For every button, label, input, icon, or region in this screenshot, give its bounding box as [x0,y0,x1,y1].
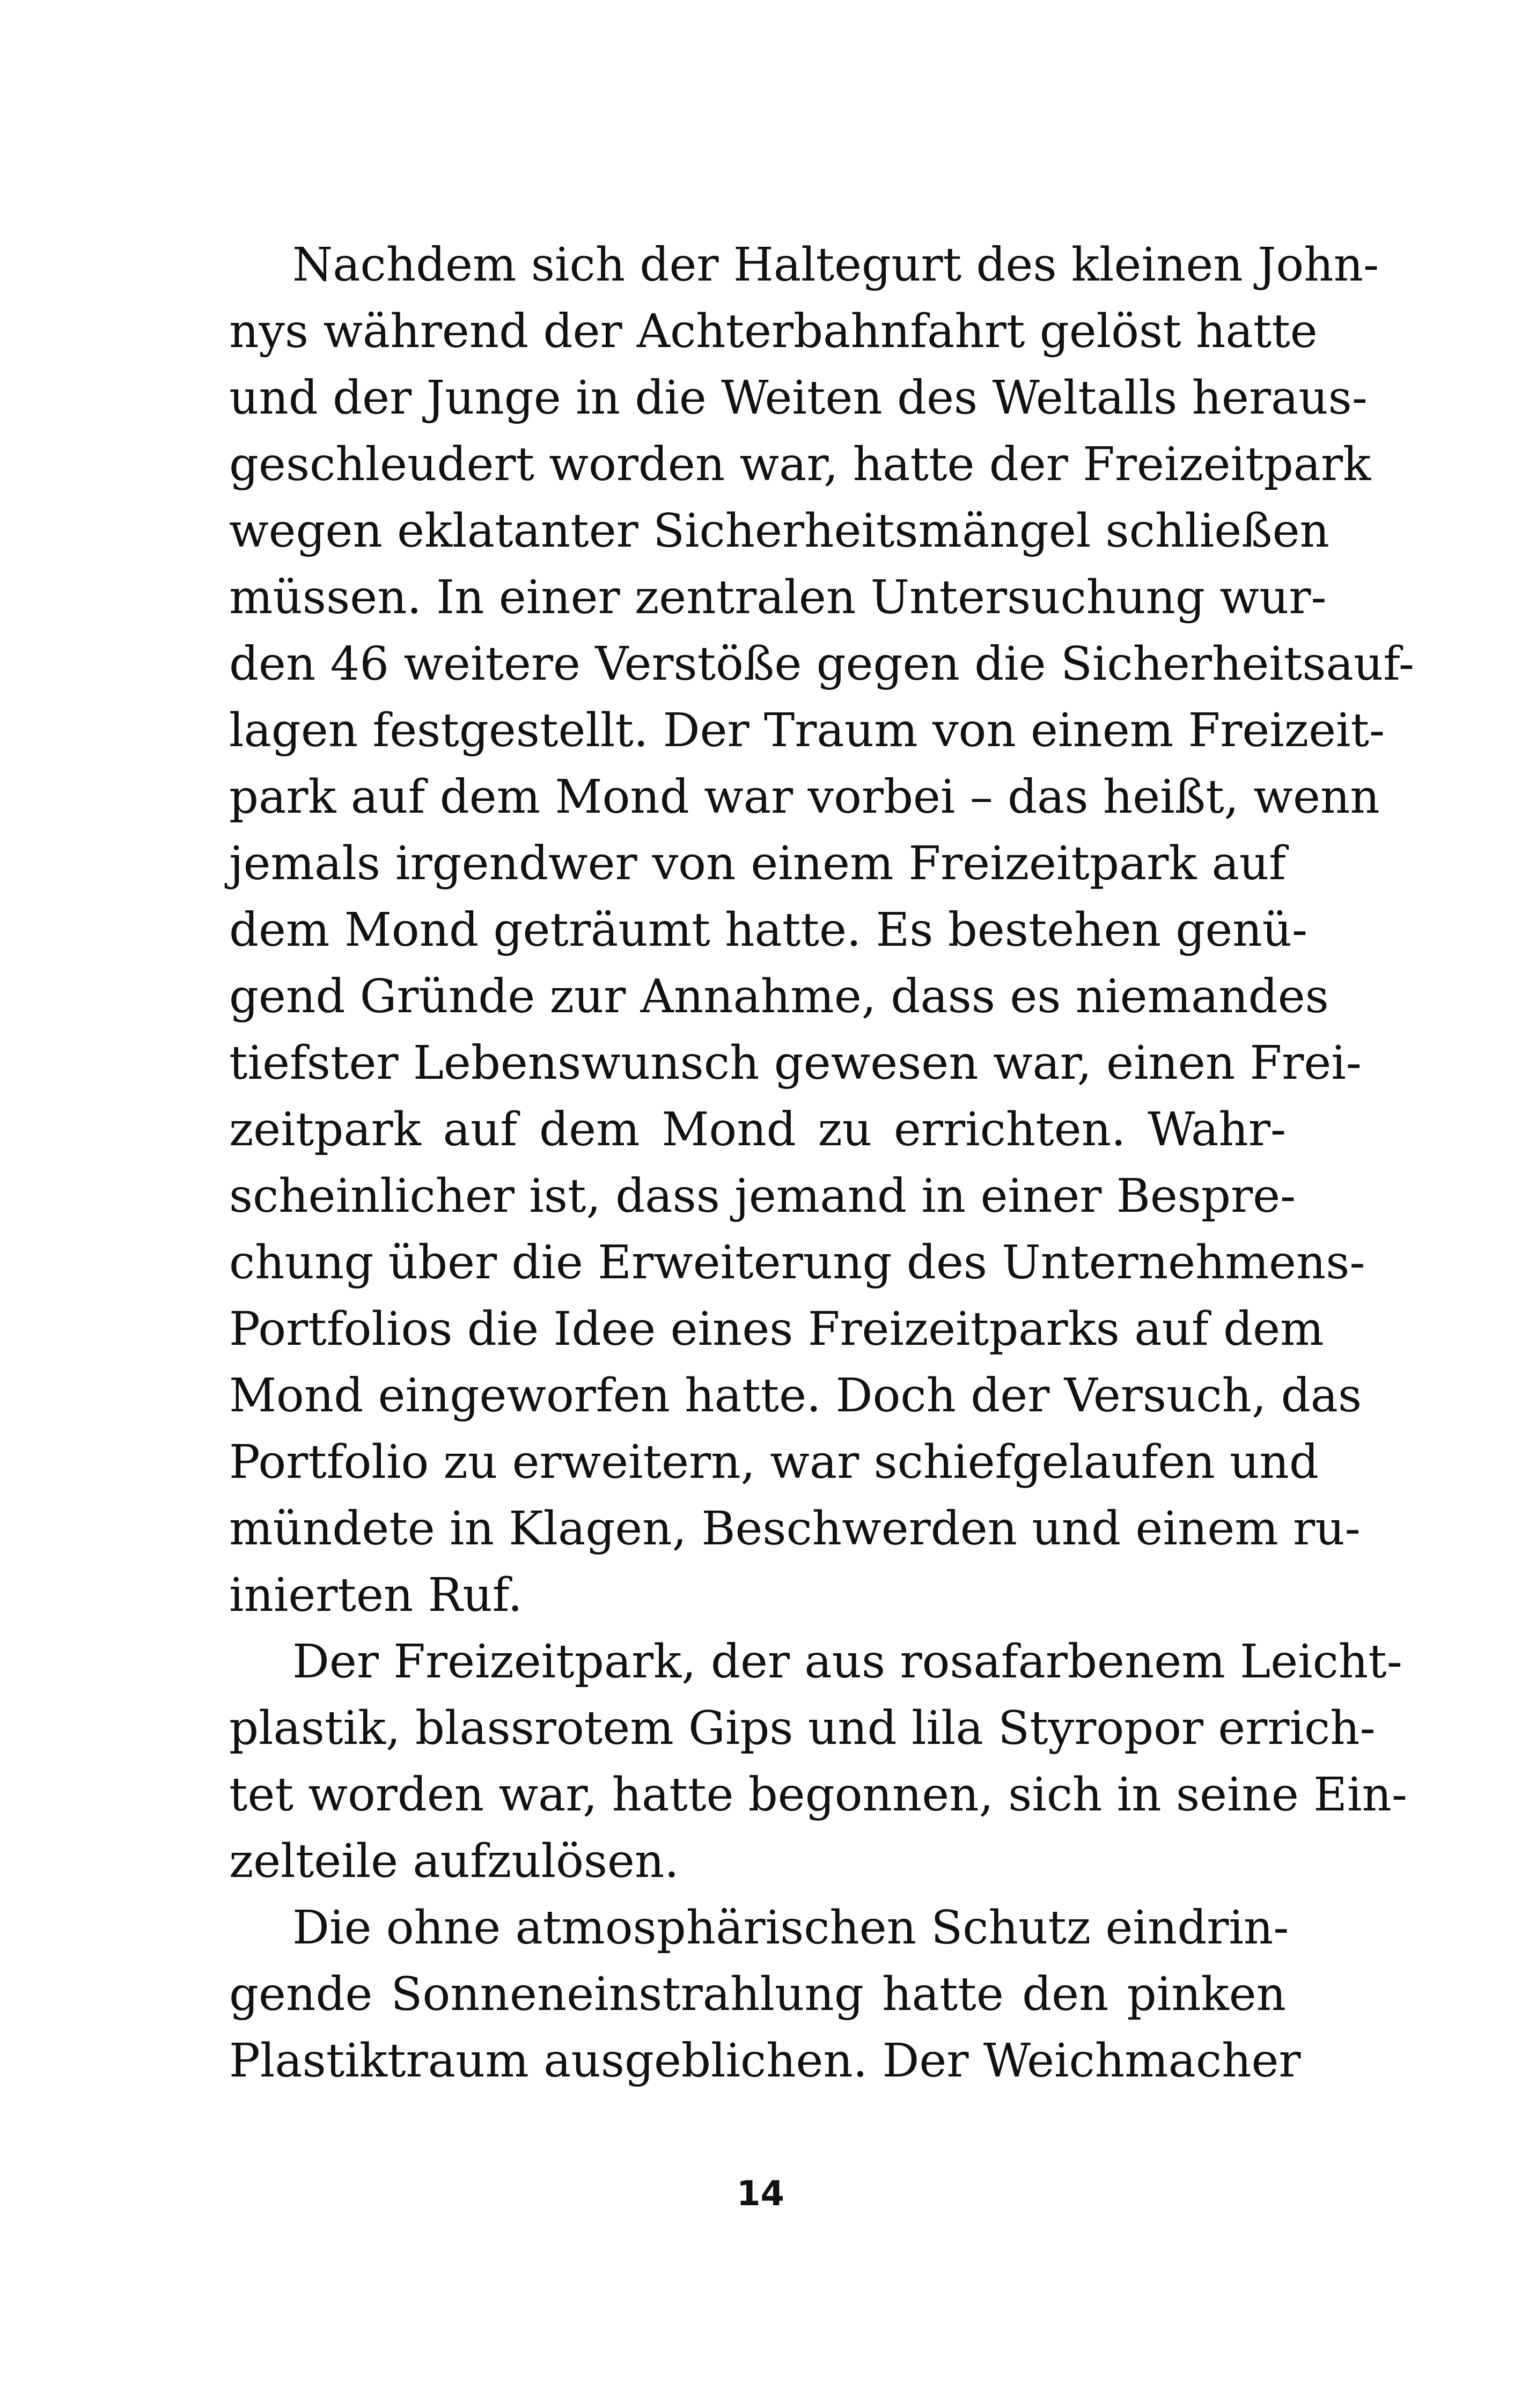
text-line: zeitpark auf dem Mond zu errichten. Wahr- [229,1103,1286,1157]
text-line: Portfolios die Idee eines Freizeitparks auf dem [229,1302,1324,1356]
text-line: tiefster Lebenswunsch gewesen war, einen Frei- [229,1036,1362,1090]
text-line: dem Mond geträumt hatte. Es bestehen genü- [229,903,1308,957]
text-line: gend Gründe zur Annahme, dass es niemandes [229,970,1329,1023]
text-line: scheinlicher ist, dass jemand in einer Bespre- [229,1169,1296,1223]
text-line: den 46 weitere Verstöße gegen die Sicherheitsauf- [229,637,1414,691]
text-line: mündete in Klagen, Beschwerden und einem ru- [229,1502,1361,1556]
text-line: Mond eingeworfen hatte. Doch der Versuch, das [229,1369,1362,1423]
text-line: inierten Ruf. [229,1568,523,1622]
text-line: gende Sonneneinstrahlung hatte den pinken [229,1968,1286,2021]
text-line: chung über die Erweiterung des Unternehmens- [229,1236,1365,1290]
text-line: tet worden war, hatte begonnen, sich in seine Ein- [229,1768,1407,1822]
page-number: 14 [736,2174,785,2214]
text-line: Nachdem sich der Haltegurt des kleinen John- [292,238,1379,292]
text-line: wegen eklatanter Sicherheitsmängel schließen [229,504,1329,558]
text-line: müssen. In einer zentralen Untersuchung wur- [229,571,1327,624]
text-line: Die ohne atmosphärischen Schutz eindrin- [292,1901,1289,1955]
text-line: park auf dem Mond war vorbei – das heißt, wenn [229,770,1380,824]
text-line: Portfolio zu erweitern, war schiefgelaufen und [229,1435,1319,1489]
text-line: zelteile aufzulösen. [229,1835,679,1888]
text-line: Der Freizeitpark, der aus rosafarbenem Leicht- [292,1635,1402,1689]
text-line: lagen festgestellt. Der Traum von einem Freizeit- [229,704,1385,757]
text-line: geschleudert worden war, hatte der Freizeitpark [229,438,1371,491]
text-line: plastik, blassrotem Gips und lila Styropor errich- [229,1702,1376,1755]
text-line: Plastiktraum ausgeblichen. Der Weichmacher [229,2034,1301,2088]
text-line: jemals irgendwer von einem Freizeitpark auf [229,837,1286,890]
text-line: nys während der Achterbahnfahrt gelöst hatte [229,305,1318,358]
body-text [229,232,1414,2094]
text-line: und der Junge in die Weiten des Weltalls heraus- [229,371,1368,425]
